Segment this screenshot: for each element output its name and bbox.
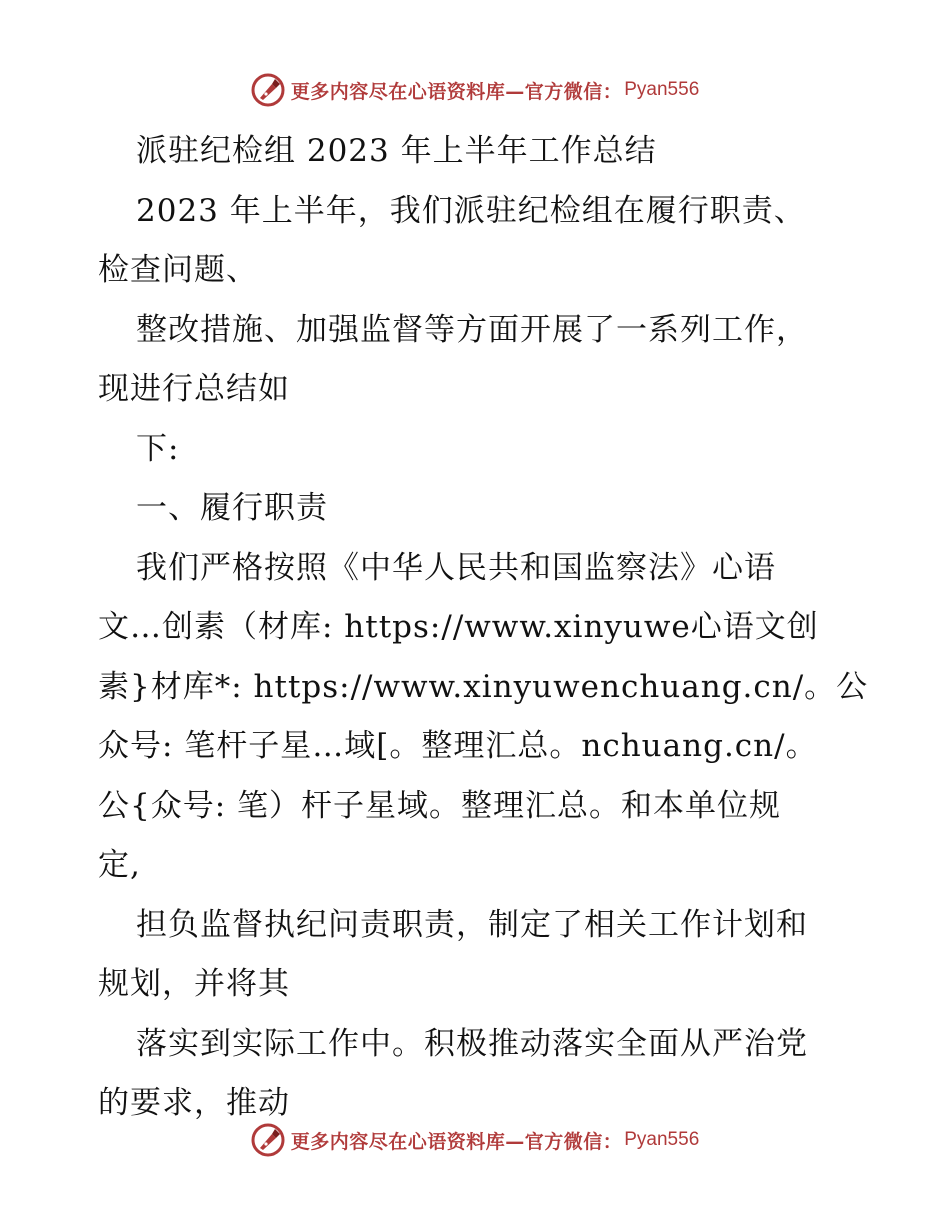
paragraph-line: 现进行总结如 bbox=[98, 371, 290, 407]
section-heading: 一、履行职责 bbox=[136, 490, 328, 526]
paragraph-line: 众号: 笔杆子星…域[。整理汇总。nchuang.cn/。 bbox=[98, 728, 818, 764]
pen-nib-logo-icon bbox=[251, 1123, 285, 1157]
paragraph-line: 规划，并将其 bbox=[98, 966, 290, 1002]
paragraph-line: 整改措施、加强监督等方面开展了一系列工作， bbox=[136, 311, 808, 348]
banner-wechat-id: Pyan556 bbox=[624, 79, 700, 100]
paragraph-line: 定, bbox=[98, 847, 141, 883]
paragraph-line: 文…创素（材库: https://www.xinyuwe心语文创 bbox=[98, 609, 819, 645]
paragraph-line: 落实到实际工作中。积极推动落实全面从严治党 bbox=[136, 1025, 808, 1062]
document-title: 派驻纪检组 2023 年上半年工作总结 bbox=[136, 133, 657, 169]
banner-wechat-id: Pyan556 bbox=[624, 1129, 700, 1150]
paragraph-line: 素}材库*: https://www.xinyuwenchuang.cn/。公 bbox=[98, 668, 869, 705]
paragraph-line: 我们严格按照《中华人民共和国监察法》心语 bbox=[136, 549, 776, 586]
paragraph-line: 下: bbox=[136, 430, 180, 467]
banner-text: 更多内容尽在心语资料库—官方微信： bbox=[290, 80, 623, 103]
paragraph-line: 检查问题、 bbox=[98, 252, 258, 288]
banner-text: 更多内容尽在心语资料库—官方微信： bbox=[290, 1130, 623, 1153]
pen-nib-logo-icon bbox=[251, 73, 285, 107]
header-banner bbox=[0, 70, 950, 110]
paragraph-line: 担负监督执纪问责职责，制定了相关工作计划和 bbox=[136, 906, 808, 943]
footer-banner bbox=[0, 1120, 950, 1160]
document-body bbox=[98, 122, 869, 1134]
paragraph-line: 公{众号: 笔）杆子星域。整理汇总。和本单位规 bbox=[98, 787, 782, 824]
paragraph-line: 2023 年上半年，我们派驻纪检组在履行职责、 bbox=[136, 192, 806, 229]
paragraph-line: 的要求，推动 bbox=[98, 1085, 290, 1121]
